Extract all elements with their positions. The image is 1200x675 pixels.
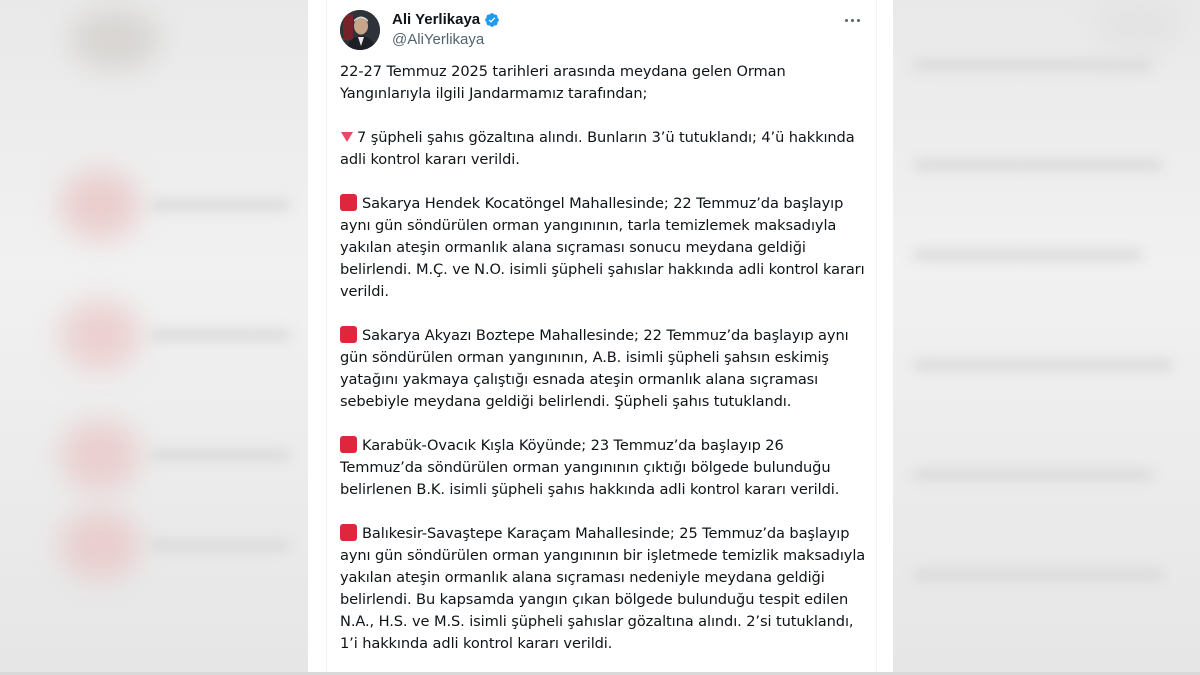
text-line: Temmuz’da söndürülen orman yangınının çıktığı bölgede bulunduğu	[340, 459, 831, 476]
red-square-icon	[340, 194, 357, 211]
more-dot-icon	[857, 19, 860, 22]
tweet-header	[340, 10, 865, 50]
incident-paragraph	[340, 325, 870, 413]
text-line: Sakarya Hendek Kocatöngel Mahallesinde; 22 Temmuz’da başlayıp	[362, 195, 844, 212]
author-handle[interactable]: @AliYerlikaya	[392, 31, 485, 48]
incident-paragraph	[340, 435, 870, 501]
red-square-icon	[340, 436, 357, 453]
text-line: Karabük-Ovacık Kışla Köyünde; 23 Temmuz’da başlayıp 26	[362, 437, 784, 454]
red-square-icon	[340, 326, 357, 343]
tweet-text	[340, 61, 870, 675]
incident-paragraph	[340, 523, 870, 655]
verified-badge-icon	[484, 12, 500, 28]
tweet-intro	[340, 61, 870, 105]
text-line: yatağını yakmaya çalıştığı esnada ateşin ormanlık alana sıçraması	[340, 371, 819, 388]
text-line: 1’i hakkında adli kontrol kararı verildi.	[340, 635, 613, 652]
text-line: yakılan ateşin ormanlık alana sıçraması sonucu meydana geldiği	[340, 239, 806, 256]
text-line: sebebiyle meydana geldiği belirlendi. Şüpheli şahıs tutuklandı.	[340, 393, 792, 410]
blurred-background-right	[893, 0, 1200, 675]
more-options-button[interactable]	[839, 10, 865, 30]
text-line: Balıkesir-Savaştepe Karaçam Mahallesinde; 25 Temmuz’da başlayıp	[362, 525, 850, 542]
tweet-summary	[340, 127, 870, 171]
text-line: yakılan ateşin ormanlık alana sıçraması nedeniyle meydana geldiği	[340, 569, 825, 586]
text-line: Sakarya Akyazı Boztepe Mahallesinde; 22 Temmuz’da başlayıp aynı	[362, 327, 849, 344]
red-down-triangle-icon	[341, 132, 353, 142]
more-dot-icon	[851, 19, 854, 22]
more-dot-icon	[845, 19, 848, 22]
text-line: Yangınlarıyla ilgili Jandarmamız tarafından;	[340, 85, 648, 102]
text-line: aynı gün söndürülen orman yangınının bir işletmede temizlik maksadıyla	[340, 547, 866, 564]
text-line: belirlendi. M.Ç. ve N.O. isimli şüpheli şahıslar hakkında adli kontrol kararı	[340, 261, 865, 278]
incident-paragraph	[340, 193, 870, 303]
profile-photo-icon	[340, 10, 380, 50]
text-line: N.A., H.S. ve M.S. isimli şüpheli şahıslar gözaltına alındı. 2’si tutuklandı,	[340, 613, 854, 630]
text-line: adli kontrol kararı verildi.	[340, 151, 520, 168]
tweet-card	[308, 0, 893, 675]
text-line: belirlenen B.K. isimli şüpheli şahıs hakkında adli kontrol kararı verildi.	[340, 481, 840, 498]
text-line: 7 şüpheli şahıs gözaltına alındı. Bunların 3’ü tutuklandı; 4’ü hakkında	[357, 129, 855, 146]
author-name[interactable]: Ali Yerlikaya	[392, 11, 481, 28]
text-line: gün söndürülen orman yangınının, A.B. isimli şüpheli şahsın eskimiş	[340, 349, 829, 366]
text-line: 22-27 Temmuz 2025 tarihleri arasında meydana gelen Orman	[340, 63, 786, 80]
red-square-icon	[340, 524, 357, 541]
text-line: belirlendi. Bu kapsamda yangın çıkan bölgede bulunduğu tespit edilen	[340, 591, 849, 608]
text-line: verildi.	[340, 283, 389, 300]
blurred-background-left	[0, 0, 308, 675]
text-line: aynı gün söndürülen orman yangınının, tarla temizlemek maksadıyla	[340, 217, 837, 234]
avatar[interactable]	[340, 10, 380, 50]
